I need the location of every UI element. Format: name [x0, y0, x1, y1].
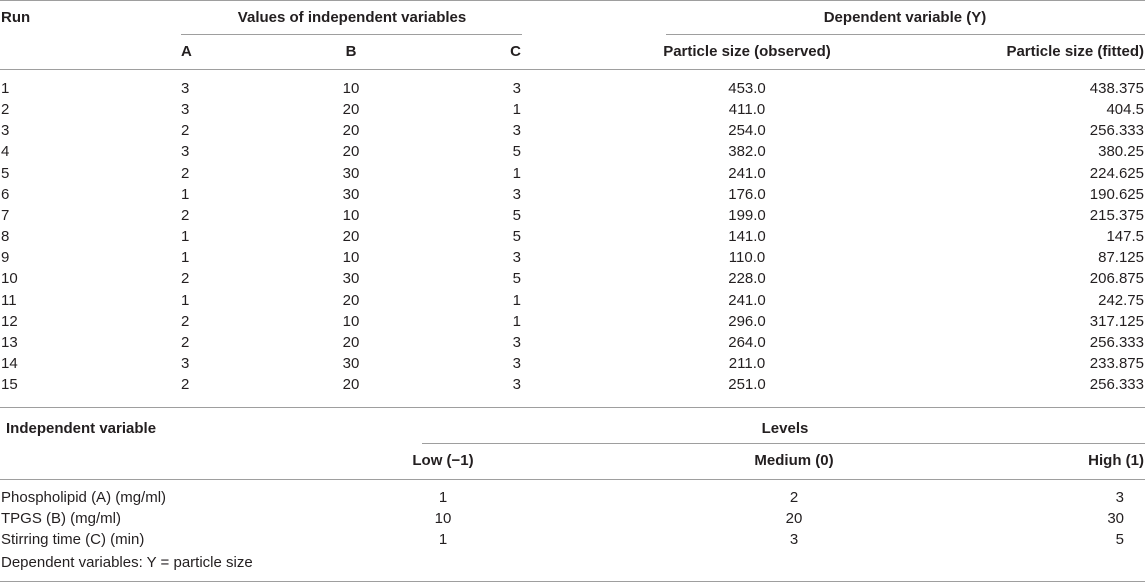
cell-high: 3 — [1115, 489, 1124, 506]
cell-high: 5 — [1115, 531, 1124, 548]
independent-group-rule — [181, 34, 522, 35]
cell-a: 3 — [181, 80, 190, 97]
cell-fitted: 87.125 — [1098, 249, 1144, 267]
cell-fitted: 438.375 — [1089, 80, 1144, 97]
cell-b: 20 — [342, 376, 360, 394]
cell-variable-name: Phospholipid (A) (mg/ml) — [1, 489, 167, 506]
cell-observed: 382.0 — [728, 143, 766, 161]
cell-variable-name: TPGS (B) (mg/ml) — [1, 510, 121, 527]
levels-header-bottom-rule — [0, 479, 1145, 480]
cell-a: 2 — [181, 376, 190, 394]
cell-c: 1 — [512, 101, 521, 119]
cell-run: 3 — [1, 122, 10, 140]
cell-fitted: 380.25 — [1098, 143, 1144, 161]
header-run: Run — [1, 9, 31, 26]
header-col-a: A — [181, 43, 192, 60]
cell-b: 10 — [342, 206, 360, 224]
cell-c: 5 — [512, 206, 521, 224]
cell-a: 1 — [181, 228, 190, 246]
header-col-b: B — [345, 43, 357, 60]
cell-b: 20 — [342, 143, 360, 161]
cell-fitted: 242.75 — [1098, 291, 1144, 309]
cell-a: 2 — [181, 270, 190, 288]
cell-observed: 199.0 — [728, 206, 766, 224]
cell-fitted: 206.875 — [1089, 270, 1144, 288]
cell-observed: 228.0 — [728, 270, 766, 288]
cell-c: 3 — [512, 122, 521, 140]
cell-low: 1 — [438, 489, 448, 506]
cell-a: 1 — [181, 185, 190, 203]
header-bottom-rule — [0, 69, 1145, 70]
footnote: Dependent variables: Y = particle size — [1, 554, 253, 571]
cell-c: 3 — [512, 354, 521, 372]
cell-fitted: 147.5 — [1106, 228, 1144, 246]
cell-a: 3 — [181, 101, 190, 119]
cell-a: 3 — [181, 354, 190, 372]
bottom-rule — [0, 581, 1145, 582]
cell-a: 2 — [181, 164, 190, 182]
header-col-observed: Particle size (observed) — [663, 43, 831, 60]
cell-b: 20 — [342, 291, 360, 309]
cell-observed: 241.0 — [728, 291, 766, 309]
cell-c: 3 — [512, 333, 521, 351]
cell-c: 3 — [512, 185, 521, 203]
cell-b: 30 — [342, 164, 360, 182]
cell-fitted: 215.375 — [1089, 206, 1144, 224]
cell-observed: 211.0 — [728, 354, 766, 372]
cell-low: 1 — [438, 531, 448, 548]
cell-run: 2 — [1, 101, 10, 119]
cell-b: 30 — [342, 354, 360, 372]
cell-fitted: 224.625 — [1089, 164, 1144, 182]
cell-run: 1 — [1, 80, 10, 97]
cell-b: 20 — [342, 122, 360, 140]
header-medium: Medium (0) — [754, 452, 834, 469]
header-high: High (1) — [1088, 452, 1144, 469]
cell-observed: 251.0 — [728, 376, 766, 394]
cell-low: 10 — [434, 510, 452, 527]
cell-fitted: 256.333 — [1089, 333, 1144, 351]
cell-observed: 453.0 — [728, 80, 766, 97]
cell-b: 20 — [342, 228, 360, 246]
cell-run: 12 — [1, 312, 18, 330]
cell-run: 7 — [1, 206, 10, 224]
header-independent-group: Values of independent variables — [237, 9, 467, 26]
header-independent-variable: Independent variable — [6, 420, 157, 437]
header-col-c: C — [510, 43, 521, 60]
cell-fitted: 317.125 — [1089, 312, 1144, 330]
cell-observed: 141.0 — [728, 228, 766, 246]
cell-run: 11 — [1, 291, 17, 309]
cell-c: 1 — [512, 312, 521, 330]
cell-b: 10 — [342, 249, 360, 267]
cell-fitted: 233.875 — [1089, 354, 1144, 372]
cell-variable-name: Stirring time (C) (min) — [1, 531, 145, 548]
cell-a: 2 — [181, 333, 190, 351]
cell-b: 20 — [342, 101, 360, 119]
cell-fitted: 256.333 — [1089, 122, 1144, 140]
cell-observed: 296.0 — [728, 312, 766, 330]
cell-a: 2 — [181, 206, 190, 224]
cell-c: 3 — [512, 249, 521, 267]
cell-fitted: 190.625 — [1089, 185, 1144, 203]
cell-observed: 264.0 — [728, 333, 766, 351]
cell-observed: 254.0 — [728, 122, 766, 140]
cell-b: 10 — [342, 312, 360, 330]
levels-group-rule — [422, 443, 1145, 444]
cell-run: 15 — [1, 376, 18, 394]
cell-c: 3 — [512, 376, 521, 394]
cell-observed: 176.0 — [728, 185, 766, 203]
cell-observed: 110.0 — [728, 249, 766, 267]
cell-b: 10 — [342, 80, 360, 97]
cell-a: 2 — [181, 312, 190, 330]
design-table-bottom-rule — [0, 407, 1145, 408]
cell-run: 6 — [1, 185, 10, 203]
cell-a: 3 — [181, 143, 190, 161]
top-rule — [0, 0, 1145, 1]
cell-fitted: 256.333 — [1089, 376, 1144, 394]
cell-b: 30 — [342, 185, 360, 203]
cell-c: 1 — [512, 291, 521, 309]
header-col-fitted: Particle size (fitted) — [1006, 43, 1144, 60]
header-low: Low (−1) — [412, 452, 474, 469]
cell-observed: 411.0 — [728, 101, 766, 119]
cell-c: 5 — [512, 270, 521, 288]
cell-high: 30 — [1107, 510, 1124, 527]
header-dependent-group: Dependent variable (Y) — [823, 9, 987, 26]
cell-b: 20 — [342, 333, 360, 351]
cell-run: 9 — [1, 249, 10, 267]
cell-run: 10 — [1, 270, 18, 288]
cell-run: 4 — [1, 143, 10, 161]
cell-run: 5 — [1, 164, 10, 182]
cell-medium: 20 — [785, 510, 803, 527]
cell-a: 2 — [181, 122, 190, 140]
cell-a: 1 — [181, 291, 190, 309]
cell-fitted: 404.5 — [1106, 101, 1144, 119]
dependent-group-rule — [666, 34, 1145, 35]
cell-c: 1 — [512, 164, 521, 182]
cell-run: 14 — [1, 354, 18, 372]
cell-a: 1 — [181, 249, 190, 267]
cell-medium: 3 — [789, 531, 799, 548]
cell-c: 5 — [512, 228, 521, 246]
cell-c: 5 — [512, 143, 521, 161]
cell-medium: 2 — [789, 489, 799, 506]
cell-b: 30 — [342, 270, 360, 288]
cell-run: 8 — [1, 228, 10, 246]
cell-c: 3 — [512, 80, 521, 97]
cell-observed: 241.0 — [728, 164, 766, 182]
cell-run: 13 — [1, 333, 18, 351]
header-levels: Levels — [761, 420, 809, 437]
